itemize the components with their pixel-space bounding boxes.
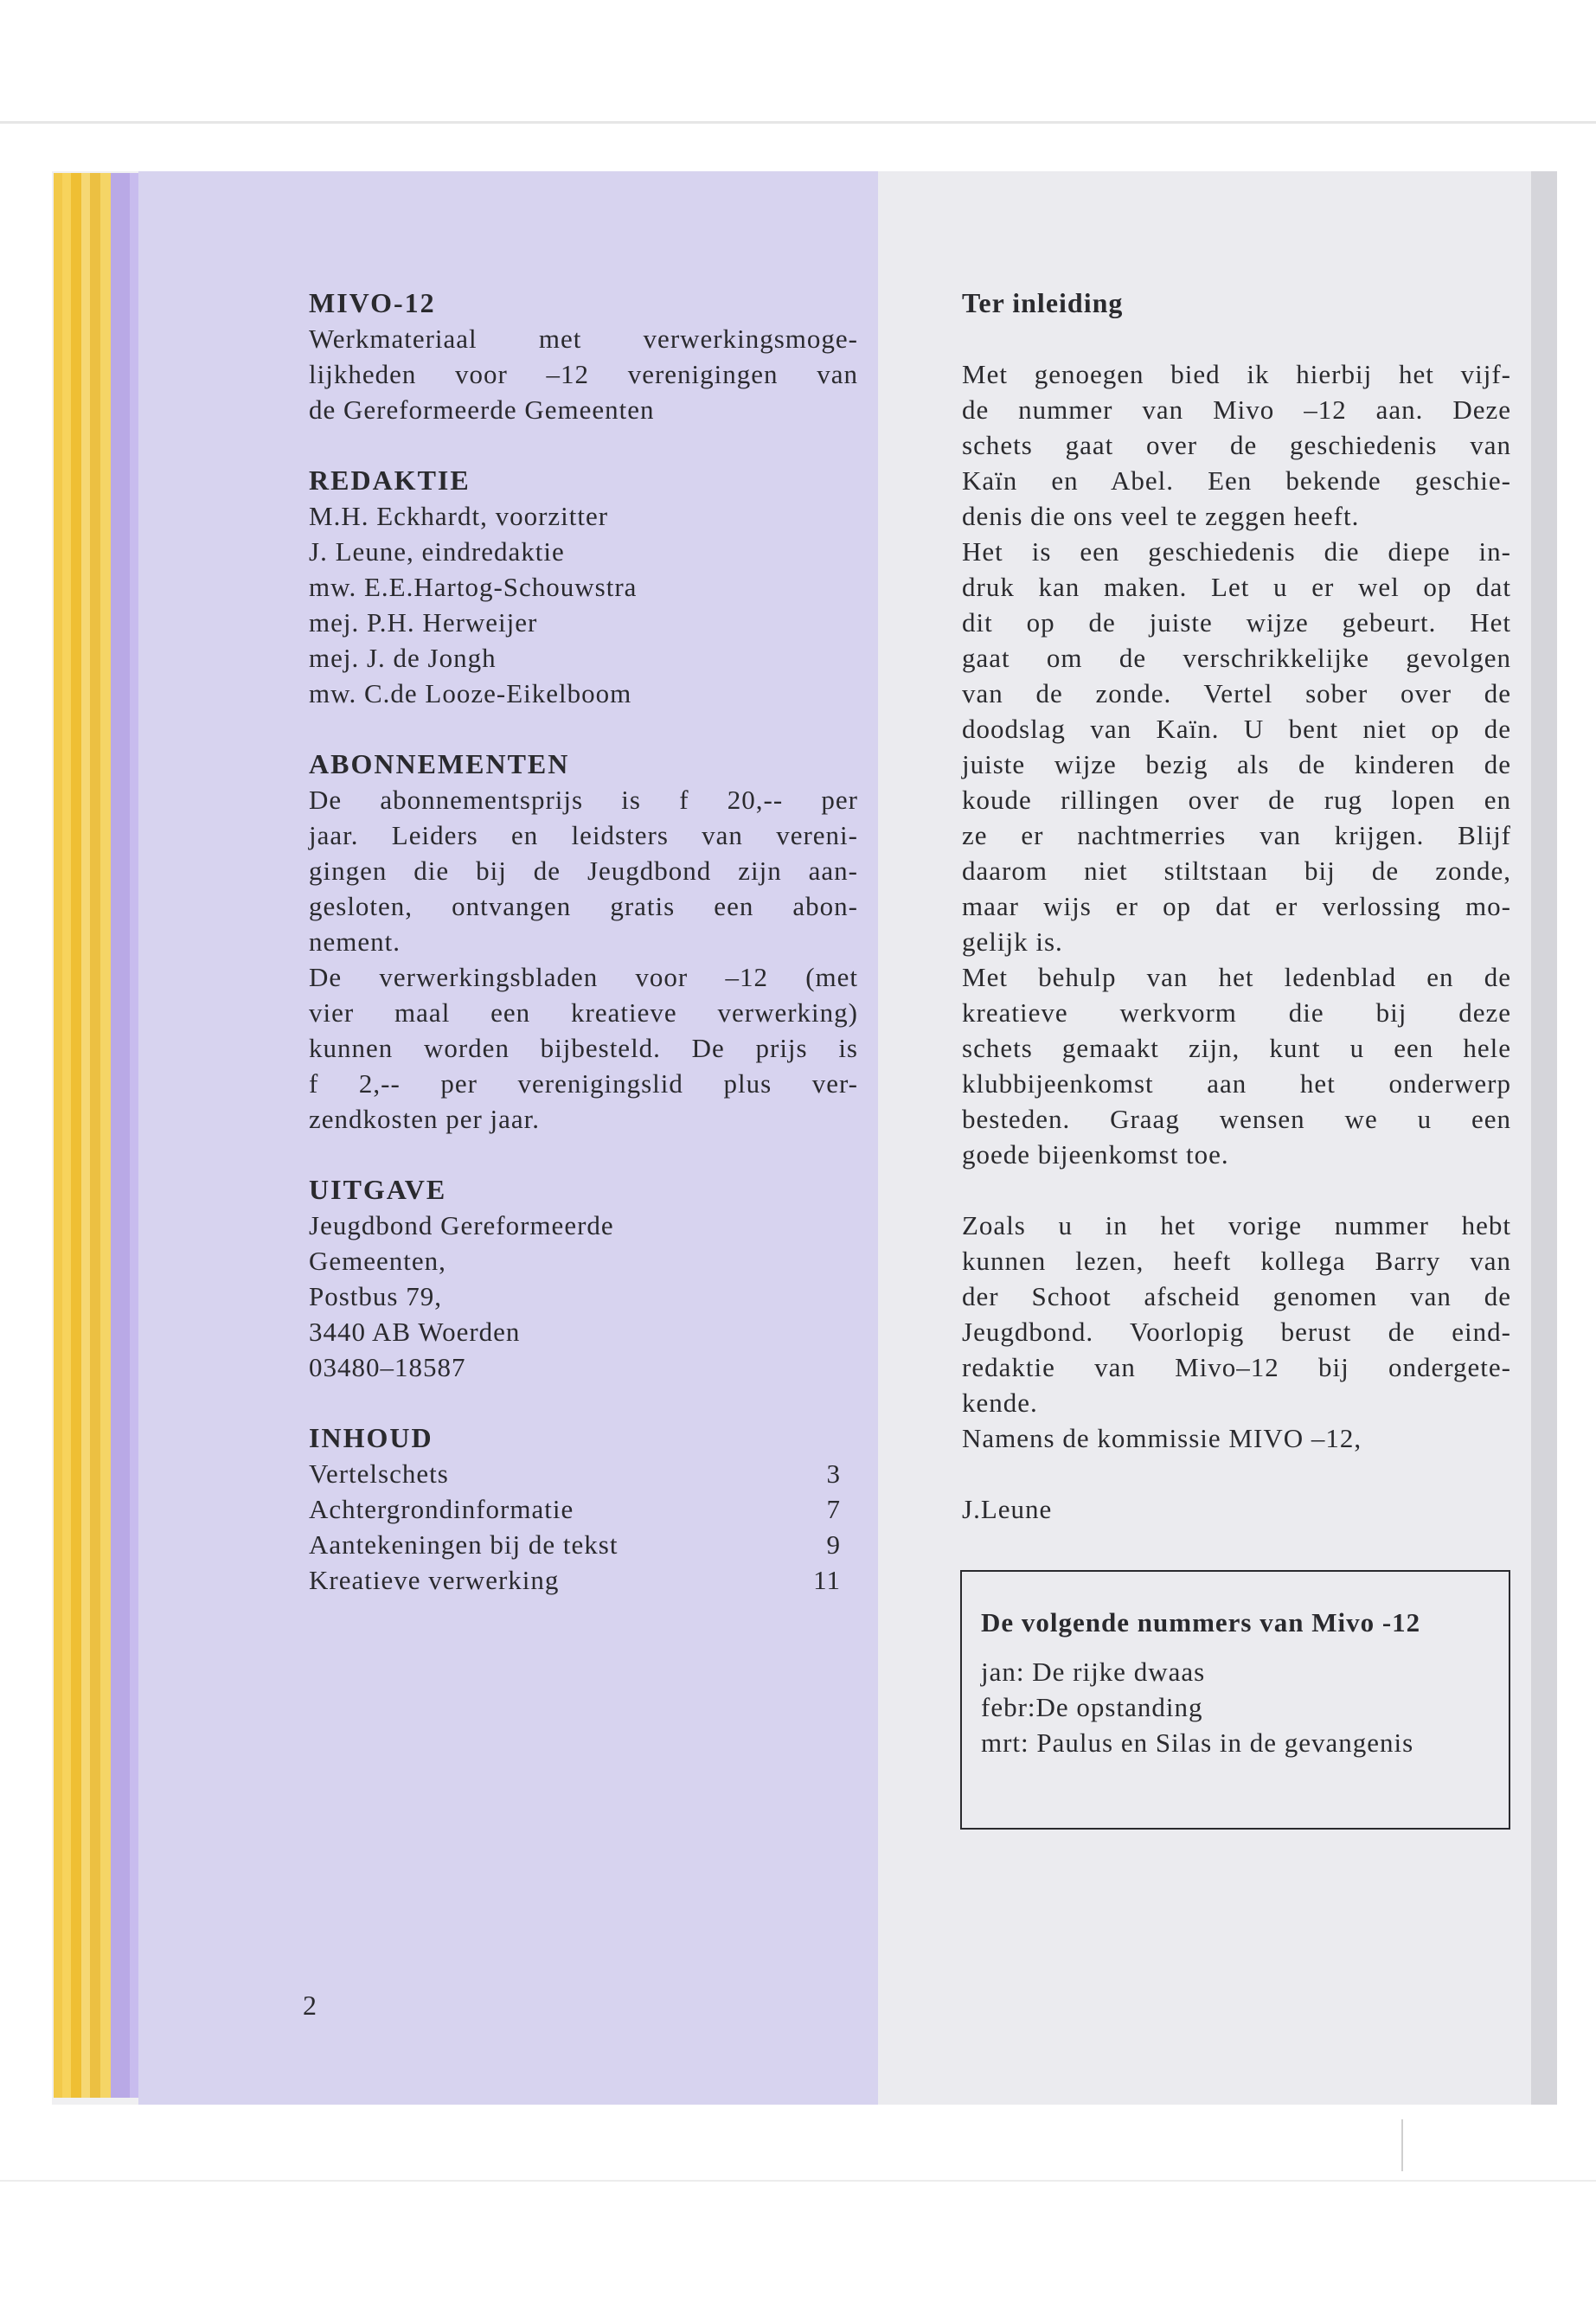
intro-line: redaktie van Mivo–12 bij ondergete- — [962, 1352, 1511, 1382]
intro-line: Het is een geschiedenis die diepe in- — [962, 536, 1511, 567]
introduction-heading: Ter inleiding — [962, 287, 1124, 318]
uitgave-heading: UITGAVE — [309, 1174, 447, 1205]
intro-line: ze er nachtmerries van krijgen. Blijf — [962, 820, 1511, 850]
intro-line: Met behulp van het ledenblad en de — [962, 962, 1511, 992]
intro-line: der Schoot afscheid genomen van de — [962, 1281, 1511, 1311]
intro-line: kende. — [962, 1388, 1038, 1418]
redaktie-line: M.H. Eckhardt, voorzitter — [309, 501, 609, 531]
intro-line: gelijk is. — [962, 926, 1063, 957]
abonnementen-line: f 2,-- per verenigingslid plus ver- — [309, 1068, 858, 1099]
intro-line: Zoals u in het vorige nummer hebt — [962, 1210, 1511, 1240]
intro-line: daarom niet stiltstaan bij de zonde, — [962, 856, 1511, 886]
booklet-edge — [90, 173, 100, 2098]
uitgave-line: Gemeenten, — [309, 1246, 446, 1276]
intro-line: maar wijs er op dat er verlossing mo- — [962, 891, 1511, 921]
intro-line: van de zonde. Vertel sober over de — [962, 678, 1511, 708]
toc-page: 7 — [826, 1494, 841, 1524]
intro-line: kreatieve werkvorm die bij deze — [962, 997, 1511, 1028]
toc-label: Achtergrondinformatie — [309, 1494, 574, 1524]
upcoming-issues-box — [960, 1570, 1510, 1830]
mivo-line: lijkheden voor –12 verenigingen van — [309, 359, 858, 389]
toc-page: 9 — [826, 1529, 841, 1560]
uitgave-line: 03480–18587 — [309, 1352, 466, 1382]
introduction-column — [962, 285, 1511, 1527]
scan-top-line — [0, 121, 1596, 124]
redaktie-line: mw. E.E.Hartog-Schouwstra — [309, 572, 638, 602]
intro-line: schets gemaakt zijn, kunt u een hele — [962, 1033, 1511, 1063]
toc-row — [309, 1527, 841, 1562]
toc-row — [309, 1562, 841, 1598]
intro-line: gaat om de verschrikkelijke gevolgen — [962, 643, 1511, 673]
uitgave-line: Postbus 79, — [309, 1281, 442, 1311]
toc-label: Vertelschets — [309, 1458, 449, 1489]
redaktie-line: mej. J. de Jongh — [309, 643, 497, 673]
scan-speck — [1401, 2119, 1403, 2171]
signature: J.Leune — [962, 1494, 1053, 1524]
intro-line: schets gaat over de geschiedenis van — [962, 430, 1511, 460]
abonnementen-line: gesloten, ontvangen gratis een abon- — [309, 891, 858, 921]
booklet-edge — [54, 173, 62, 2098]
mivo-heading: MIVO-12 — [309, 287, 436, 318]
upcoming-issue: mrt: Paulus en Silas in de gevangenis — [981, 1727, 1414, 1758]
intro-line: koude rillingen over de rug lopen en — [962, 785, 1511, 815]
toc-label: Kreatieve verwerking — [309, 1565, 560, 1595]
intro-line: Kaïn en Abel. Een bekende geschie- — [962, 465, 1511, 496]
upcoming-issues-title: De volgende nummers van Mivo -12 — [981, 1607, 1421, 1638]
page-number: 2 — [303, 1990, 317, 2021]
intro-line: Namens de kommissie MIVO –12, — [962, 1423, 1362, 1453]
toc-page: 3 — [826, 1458, 841, 1489]
redaktie-heading: REDAKTIE — [309, 465, 471, 496]
upcoming-issue: jan: De rijke dwaas — [981, 1657, 1206, 1687]
intro-line: Met genoegen bied ik hierbij het vijf- — [962, 359, 1511, 389]
booklet-edge — [111, 173, 130, 2098]
booklet-edge — [81, 173, 90, 2098]
uitgave-line: 3440 AB Woerden — [309, 1317, 521, 1347]
intro-line: goede bijeenkomst toe. — [962, 1139, 1229, 1170]
toc-row — [309, 1456, 841, 1491]
abonnementen-line: gingen die bij de Jeugdbond zijn aan- — [309, 856, 858, 886]
intro-line: de nummer van Mivo –12 aan. Deze — [962, 394, 1511, 425]
inhoud-heading: INHOUD — [309, 1422, 433, 1453]
redaktie-line: J. Leune, eindredaktie — [309, 536, 565, 567]
abonnementen-line: De verwerkingsbladen voor –12 (met — [309, 962, 858, 992]
toc-label: Aantekeningen bij de tekst — [309, 1529, 619, 1560]
colophon-column — [309, 285, 858, 1598]
booklet-edge — [130, 173, 138, 2098]
intro-line: druk kan maken. Let u er wel op dat — [962, 572, 1511, 602]
toc-row — [309, 1491, 841, 1527]
abonnementen-line: nement. — [309, 926, 401, 957]
abonnementen-line: vier maal een kreatieve verwerking) — [309, 997, 858, 1028]
abonnementen-line: De abonnementsprijs is f 20,-- per — [309, 785, 858, 815]
uitgave-line: Jeugdbond Gereformeerde — [309, 1210, 614, 1240]
booklet-edge — [62, 173, 71, 2098]
mivo-line: de Gereformeerde Gemeenten — [309, 394, 655, 425]
intro-line: Jeugdbond. Voorlopig berust de eind- — [962, 1317, 1511, 1347]
mivo-line: Werkmateriaal met verwerkingsmoge- — [309, 324, 858, 354]
scan-bottom-line — [0, 2180, 1596, 2182]
booklet-edge — [100, 173, 111, 2098]
upcoming-issue: febr:De opstanding — [981, 1692, 1203, 1722]
intro-line: dit op de juiste wijze gebeurt. Het — [962, 607, 1511, 638]
intro-line: juiste wijze bezig als de kinderen de — [962, 749, 1511, 779]
intro-line: kunnen lezen, heeft kollega Barry van — [962, 1246, 1511, 1276]
abonnementen-line: kunnen worden bijbesteld. De prijs is — [309, 1033, 858, 1063]
abonnementen-heading: ABONNEMENTEN — [309, 748, 570, 779]
intro-line: denis die ons veel te zeggen heeft. — [962, 501, 1360, 531]
intro-line: doodslag van Kaïn. U bent niet op de — [962, 714, 1511, 744]
abonnementen-line: jaar. Leiders en leidsters van vereni- — [309, 820, 858, 850]
intro-line: klubbijeenkomst aan het onderwerp — [962, 1068, 1511, 1099]
booklet-edge — [71, 173, 81, 2098]
abonnementen-line: zendkosten per jaar. — [309, 1104, 541, 1134]
intro-line: besteden. Graag wensen we u een — [962, 1104, 1511, 1134]
page-shadow — [1531, 171, 1557, 2105]
toc-page: 11 — [813, 1565, 841, 1595]
redaktie-line: mej. P.H. Herweijer — [309, 607, 538, 638]
redaktie-line: mw. C.de Looze-Eikelboom — [309, 678, 632, 708]
